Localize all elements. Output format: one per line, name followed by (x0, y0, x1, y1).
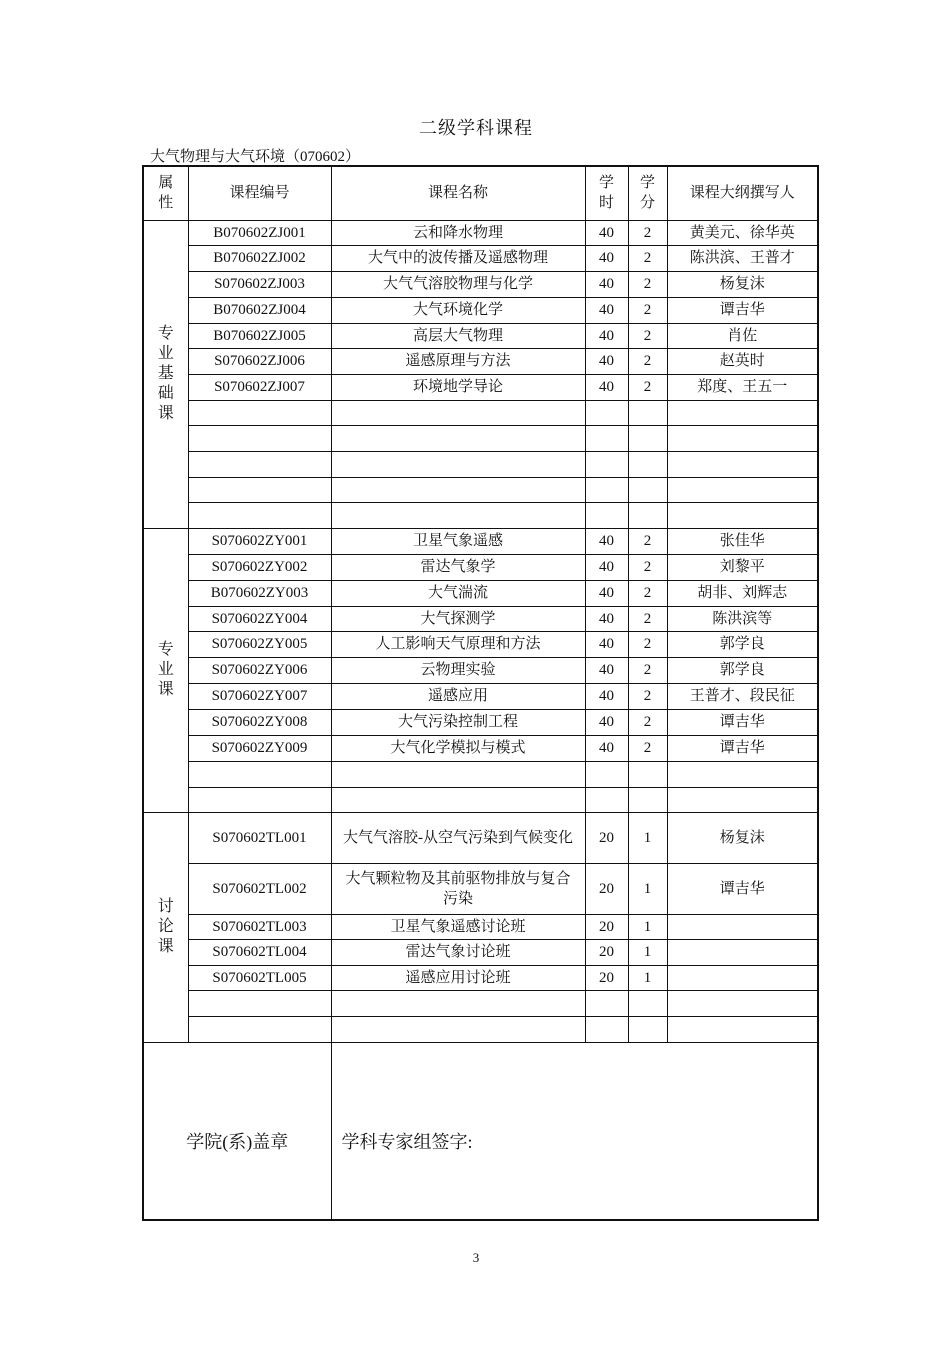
course-hours: 40 (585, 297, 628, 323)
table-row (143, 761, 818, 787)
course-credits: 2 (628, 323, 667, 348)
course-credits: 2 (628, 709, 667, 735)
course-hours (585, 425, 628, 451)
course-code: S070602ZJ006 (188, 348, 331, 374)
course-credits (628, 477, 667, 502)
course-hours (585, 787, 628, 812)
course-credits: 2 (628, 631, 667, 657)
course-hours: 40 (585, 323, 628, 348)
course-code (188, 787, 331, 812)
table-row (143, 812, 818, 863)
table-row (143, 990, 818, 1016)
course-author: 谭吉华 (667, 709, 818, 735)
course-author: 陈洪滨、王普才 (667, 245, 818, 271)
course-name: 人工影响天气原理和方法 (331, 631, 585, 657)
course-code: S070602ZY001 (188, 528, 331, 554)
course-name: 云物理实验 (331, 657, 585, 683)
course-author: 赵英时 (667, 348, 818, 374)
course-credits (628, 425, 667, 451)
course-code (188, 990, 331, 1016)
course-hours (585, 1016, 628, 1042)
course-credits: 1 (628, 939, 667, 965)
course-code: S070602TL002 (188, 863, 331, 914)
course-code (188, 761, 331, 787)
course-author (667, 451, 818, 477)
course-name: 卫星气象遥感 (331, 528, 585, 554)
course-author: 肖佐 (667, 323, 818, 348)
header-name: 课程名称 (331, 166, 585, 220)
table-row (143, 863, 818, 914)
table-row (143, 245, 818, 271)
course-credits: 2 (628, 348, 667, 374)
course-credits: 2 (628, 220, 667, 245)
course-author: 谭吉华 (667, 297, 818, 323)
table-row (143, 271, 818, 297)
table-row (143, 606, 818, 631)
course-name: 大气探测学 (331, 606, 585, 631)
course-author: 郭学良 (667, 657, 818, 683)
course-author (667, 990, 818, 1016)
course-name (331, 425, 585, 451)
course-author: 胡非、刘辉志 (667, 580, 818, 606)
course-code (188, 502, 331, 528)
course-code (188, 425, 331, 451)
course-hours (585, 761, 628, 787)
course-author (667, 425, 818, 451)
course-name: 大气中的波传播及遥感物理 (331, 245, 585, 271)
course-author (667, 400, 818, 425)
course-hours: 40 (585, 554, 628, 580)
course-table-body (143, 166, 818, 1220)
course-hours: 40 (585, 580, 628, 606)
header-hours: 学 时 (585, 166, 628, 220)
header-row (143, 166, 818, 220)
course-hours: 20 (585, 812, 628, 863)
course-hours: 40 (585, 683, 628, 709)
course-name: 大气气溶胶物理与化学 (331, 271, 585, 297)
course-author: 张佳华 (667, 528, 818, 554)
course-hours: 40 (585, 735, 628, 761)
course-code (188, 451, 331, 477)
course-code: S070602TL005 (188, 965, 331, 990)
course-author (667, 965, 818, 990)
course-code: S070602ZJ003 (188, 271, 331, 297)
course-code: S070602TL001 (188, 812, 331, 863)
course-credits: 2 (628, 683, 667, 709)
header-credits: 学 分 (628, 166, 667, 220)
header-attr: 属 性 (143, 166, 188, 220)
course-code: S070602ZJ007 (188, 374, 331, 400)
table-row (143, 425, 818, 451)
course-credits: 2 (628, 374, 667, 400)
college-seal-cell (143, 1042, 331, 1220)
course-author: 郭学良 (667, 631, 818, 657)
table-row (143, 554, 818, 580)
course-name: 大气湍流 (331, 580, 585, 606)
course-hours: 40 (585, 631, 628, 657)
course-code: S070602ZY009 (188, 735, 331, 761)
course-name (331, 502, 585, 528)
course-author: 陈洪滨等 (667, 606, 818, 631)
course-hours (585, 502, 628, 528)
course-author: 郑度、王五一 (667, 374, 818, 400)
table-row (143, 220, 818, 245)
discipline-subtitle: 大气物理与大气环境（070602） (150, 149, 361, 165)
course-name: 大气化学模拟与模式 (331, 735, 585, 761)
course-author (667, 787, 818, 812)
table-row (143, 683, 818, 709)
course-name: 大气颗粒物及其前驱物排放与复合污染 (331, 863, 585, 914)
course-author (667, 502, 818, 528)
course-hours: 40 (585, 657, 628, 683)
course-credits (628, 400, 667, 425)
course-hours: 40 (585, 374, 628, 400)
course-code: B070602ZJ004 (188, 297, 331, 323)
category-major: 专 业 课 (143, 528, 188, 812)
course-credits: 1 (628, 863, 667, 914)
course-code: S070602ZY007 (188, 683, 331, 709)
course-code: S070602ZY004 (188, 606, 331, 631)
course-code: B070602ZJ001 (188, 220, 331, 245)
course-credits: 2 (628, 245, 667, 271)
page-title: 二级学科课程 (419, 118, 533, 138)
course-credits: 2 (628, 554, 667, 580)
course-name: 遥感原理与方法 (331, 348, 585, 374)
course-name: 雷达气象讨论班 (331, 939, 585, 965)
course-name: 环境地学导论 (331, 374, 585, 400)
table-row (143, 657, 818, 683)
course-code: B070602ZJ005 (188, 323, 331, 348)
course-name (331, 477, 585, 502)
table-row (143, 400, 818, 425)
course-code: S070602ZY002 (188, 554, 331, 580)
course-credits: 2 (628, 735, 667, 761)
course-code: S070602TL004 (188, 939, 331, 965)
table-row (143, 709, 818, 735)
course-hours: 20 (585, 965, 628, 990)
table-row (143, 1016, 818, 1042)
table-row (143, 451, 818, 477)
course-author (667, 939, 818, 965)
course-name (331, 990, 585, 1016)
course-author: 刘黎平 (667, 554, 818, 580)
signature-row (143, 1042, 818, 1220)
course-hours (585, 990, 628, 1016)
course-hours: 20 (585, 914, 628, 939)
table-row (143, 528, 818, 554)
header-code: 课程编号 (188, 166, 331, 220)
experts-sign-cell (331, 1042, 818, 1220)
course-credits: 1 (628, 965, 667, 990)
course-credits: 1 (628, 812, 667, 863)
category-foundation: 专 业 基 础 课 (143, 220, 188, 528)
course-name: 大气污染控制工程 (331, 709, 585, 735)
course-credits (628, 787, 667, 812)
experts-sign-label: 学科专家组签字: (341, 1131, 473, 1152)
course-author (667, 914, 818, 939)
course-code (188, 477, 331, 502)
course-author: 杨复沫 (667, 812, 818, 863)
table-row (143, 374, 818, 400)
course-author (667, 477, 818, 502)
course-credits (628, 990, 667, 1016)
course-hours: 40 (585, 709, 628, 735)
course-code (188, 1016, 331, 1042)
course-credits: 2 (628, 657, 667, 683)
category-seminar: 讨 论 课 (143, 812, 188, 1042)
table-row (143, 580, 818, 606)
course-name (331, 451, 585, 477)
course-code: B070602ZY003 (188, 580, 331, 606)
course-credits: 2 (628, 606, 667, 631)
course-name: 遥感应用讨论班 (331, 965, 585, 990)
course-hours: 40 (585, 271, 628, 297)
course-code: S070602ZY006 (188, 657, 331, 683)
course-name: 高层大气物理 (331, 323, 585, 348)
course-hours: 40 (585, 528, 628, 554)
course-credits (628, 451, 667, 477)
table-row (143, 348, 818, 374)
table-row (143, 323, 818, 348)
page-number: 3 (472, 1250, 480, 1265)
course-hours (585, 477, 628, 502)
course-credits (628, 502, 667, 528)
table-row (143, 502, 818, 528)
course-hours: 20 (585, 939, 628, 965)
course-name: 雷达气象学 (331, 554, 585, 580)
course-credits (628, 761, 667, 787)
table-row (143, 477, 818, 502)
course-name (331, 1016, 585, 1042)
table-row (143, 787, 818, 812)
course-hours: 40 (585, 348, 628, 374)
course-code: S070602ZY008 (188, 709, 331, 735)
course-author: 谭吉华 (667, 735, 818, 761)
course-hours (585, 400, 628, 425)
course-credits: 2 (628, 580, 667, 606)
course-credits: 2 (628, 528, 667, 554)
course-credits (628, 1016, 667, 1042)
course-name: 云和降水物理 (331, 220, 585, 245)
table-row (143, 939, 818, 965)
course-table (142, 165, 819, 1221)
course-name (331, 400, 585, 425)
course-author (667, 1016, 818, 1042)
course-credits: 2 (628, 271, 667, 297)
course-name: 大气环境化学 (331, 297, 585, 323)
course-hours (585, 451, 628, 477)
college-seal-label: 学院(系)盖章 (186, 1131, 289, 1152)
course-name: 大气气溶胶-从空气污染到气候变化 (331, 812, 585, 863)
course-code: S070602TL003 (188, 914, 331, 939)
course-author (667, 761, 818, 787)
course-credits: 2 (628, 297, 667, 323)
table-row (143, 914, 818, 939)
course-hours: 40 (585, 220, 628, 245)
table-row (143, 631, 818, 657)
table-row (143, 297, 818, 323)
course-hours: 40 (585, 606, 628, 631)
course-code: S070602ZY005 (188, 631, 331, 657)
course-author: 杨复沫 (667, 271, 818, 297)
course-hours: 20 (585, 863, 628, 914)
course-author: 黄美元、徐华英 (667, 220, 818, 245)
course-name (331, 787, 585, 812)
course-author: 王普才、段民征 (667, 683, 818, 709)
header-author: 课程大纲撰写人 (667, 166, 818, 220)
course-name: 遥感应用 (331, 683, 585, 709)
course-name (331, 761, 585, 787)
course-hours: 40 (585, 245, 628, 271)
course-name: 卫星气象遥感讨论班 (331, 914, 585, 939)
table-row (143, 965, 818, 990)
course-code (188, 400, 331, 425)
course-code: B070602ZJ002 (188, 245, 331, 271)
table-row (143, 735, 818, 761)
course-credits: 1 (628, 914, 667, 939)
course-author: 谭吉华 (667, 863, 818, 914)
